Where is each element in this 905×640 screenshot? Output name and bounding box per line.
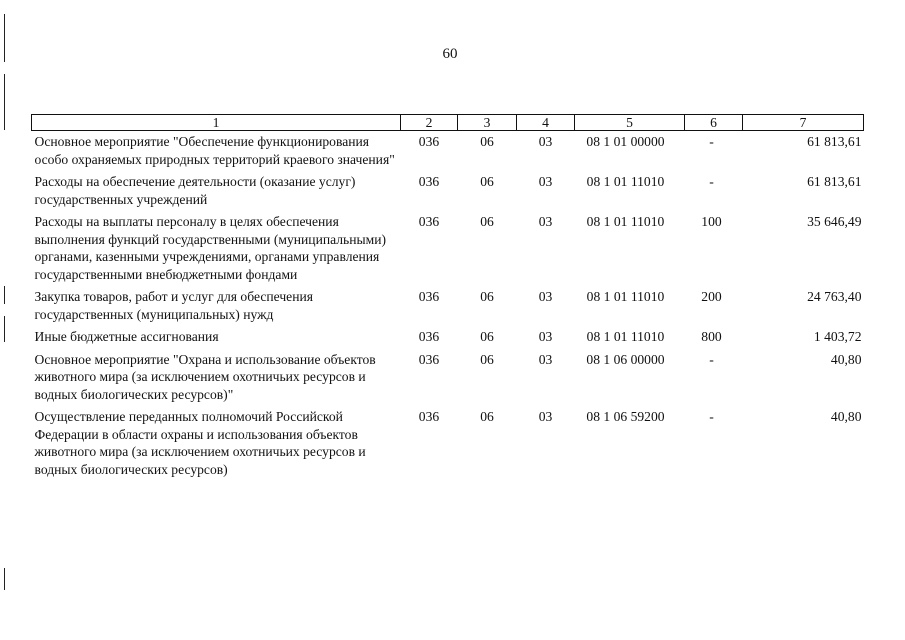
row-code-3: 06 — [480, 409, 494, 424]
row-code-4: 03 — [538, 214, 553, 229]
scan-edge-mark — [4, 316, 5, 342]
table-row — [32, 286, 864, 326]
row-code-2: 036 — [418, 409, 440, 424]
table-row — [32, 349, 864, 407]
row-code-5: 08 1 01 00000 — [586, 134, 665, 149]
row-code-4: 03 — [538, 174, 553, 189]
column-header-7: 7 — [743, 115, 864, 131]
row-name: Основное мероприятие "Охрана и использование объектов животного мира (за исключением охотничьих ресурсов и водных биологических ресурсов)" — [34, 351, 376, 402]
row-name: Расходы на выплаты персоналу в целях обеспечения выполнения функций государственными (муниципальными) органами, казенными учреждениями, органами управления государственными внебюджетными фондами — [34, 214, 387, 282]
row-code-5: 08 1 01 11010 — [586, 214, 665, 229]
row-amount: 24 763,40 — [807, 289, 862, 304]
scan-edge-mark — [4, 568, 5, 590]
row-amount: 61 813,61 — [807, 134, 862, 149]
row-code-2: 036 — [418, 134, 440, 149]
scan-edge-mark — [4, 286, 5, 304]
row-code-2: 036 — [418, 174, 440, 189]
row-name: Закупка товаров, работ и услуг для обеспечения государственных (муниципальных) нужд — [34, 289, 313, 322]
row-name: Расходы на обеспечение деятельности (оказание услуг) государственных учреждений — [34, 174, 356, 207]
row-code-5: 08 1 01 11010 — [586, 174, 665, 189]
row-code-2: 036 — [418, 214, 440, 229]
page-number: 60 — [442, 46, 458, 62]
row-code-2: 036 — [418, 289, 440, 304]
row-code-3: 06 — [480, 174, 494, 189]
row-code-2: 036 — [418, 329, 440, 344]
row-code-3: 06 — [480, 351, 494, 367]
row-code-3: 06 — [480, 289, 494, 304]
row-code-4: 03 — [538, 351, 553, 367]
row-code-6: 100 — [701, 214, 722, 229]
row-name: Иные бюджетные ассигнования — [34, 329, 219, 344]
row-amount: 35 646,49 — [807, 214, 862, 229]
row-code-6: - — [709, 351, 714, 367]
row-code-6: - — [709, 134, 714, 149]
table-row — [32, 171, 864, 211]
row-code-5: 08 1 01 11010 — [586, 289, 665, 304]
row-code-4: 03 — [538, 289, 553, 304]
row-code-5: 08 1 06 59200 — [586, 409, 665, 424]
row-code-6: 800 — [701, 329, 722, 344]
row-code-5: 08 1 06 00000 — [586, 351, 665, 367]
column-header-3: 3 — [458, 115, 517, 131]
row-code-5: 08 1 01 11010 — [586, 329, 665, 344]
row-code-6: 200 — [701, 289, 722, 304]
row-amount: 40,80 — [830, 351, 862, 367]
row-code-3: 06 — [480, 134, 494, 149]
column-header-2: 2 — [401, 115, 458, 131]
column-header-6: 6 — [685, 115, 743, 131]
table-row — [32, 326, 864, 349]
row-name: Осуществление переданных полномочий Российской Федерации в области охраны и использования объектов животного мира (за исключением охотничьих ресурсов и водных биологических ресурсов) — [34, 409, 366, 477]
table-row — [32, 131, 864, 172]
row-code-6: - — [709, 174, 714, 189]
row-code-3: 06 — [480, 329, 494, 344]
column-header-4: 4 — [517, 115, 575, 131]
row-code-2: 036 — [418, 351, 440, 367]
row-code-6: - — [709, 409, 714, 424]
budget-table — [31, 114, 864, 481]
row-code-4: 03 — [538, 409, 553, 424]
row-name: Основное мероприятие "Обеспечение функционирования особо охраняемых природных территорий краевого значения" — [34, 134, 395, 167]
row-code-4: 03 — [538, 134, 553, 149]
table-row — [32, 211, 864, 286]
column-header-1: 1 — [32, 115, 401, 131]
row-amount: 1 403,72 — [813, 329, 862, 344]
row-code-4: 03 — [538, 329, 553, 344]
column-header-5: 5 — [575, 115, 685, 131]
table-row — [32, 406, 864, 481]
row-amount: 40,80 — [830, 409, 862, 424]
row-amount: 61 813,61 — [807, 174, 862, 189]
row-code-3: 06 — [480, 214, 494, 229]
scan-edge-mark — [4, 74, 5, 130]
table-header-row — [32, 115, 864, 131]
